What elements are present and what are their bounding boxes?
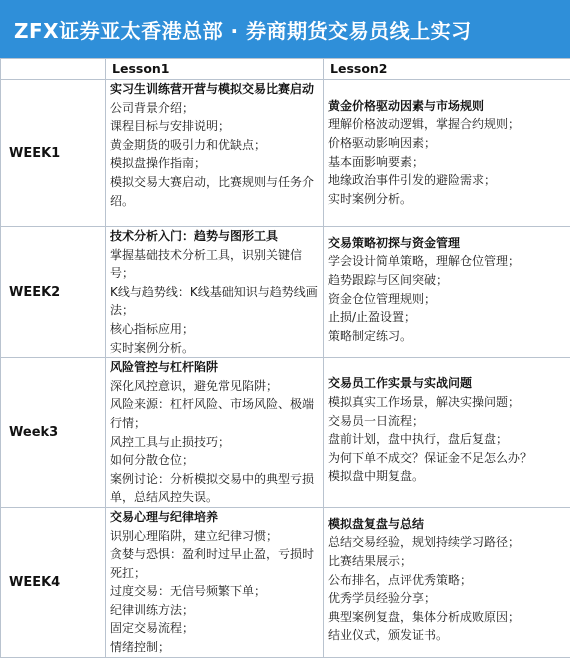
lesson1-item: 风险来源：杠杆风险、市场风险、极端行情； bbox=[110, 395, 319, 432]
lesson1-item: 公司背景介绍； bbox=[110, 99, 319, 118]
lesson1-item: 风控工具与止损技巧； bbox=[110, 433, 319, 452]
lesson2-content-wrap bbox=[328, 515, 566, 645]
lesson2-item: 地缘政治事件引发的避险需求； bbox=[328, 171, 566, 190]
table-row bbox=[1, 227, 570, 358]
lesson1-content bbox=[110, 227, 319, 357]
lesson1-item: 黄金期货的吸引力和优缺点； bbox=[110, 136, 319, 155]
header-lesson1: Lesson1 bbox=[106, 59, 324, 80]
lesson1-content-wrap bbox=[110, 227, 319, 357]
lesson2-cell bbox=[324, 507, 570, 657]
week-label: WEEK1 bbox=[1, 80, 106, 227]
lesson2-item: 模拟真实工作场景，解决实操问题； bbox=[328, 393, 566, 412]
table-header-row bbox=[1, 59, 570, 80]
lesson1-item: 模拟交易大赛启动，比赛规则与任务介绍。 bbox=[110, 173, 319, 210]
lesson2-item: 基本面影响要素； bbox=[328, 153, 566, 172]
lesson2-item: 策略制定练习。 bbox=[328, 327, 566, 346]
lesson1-item: 贪婪与恐惧：盈利时过早止盈，亏损时死扛； bbox=[110, 545, 319, 582]
lesson2-item: 资金仓位管理规则； bbox=[328, 290, 566, 309]
lesson2-item: 理解价格波动逻辑，掌握合约规则； bbox=[328, 115, 566, 134]
lesson2-item: 比赛结果展示； bbox=[328, 552, 566, 571]
lesson2-item: 模拟盘中期复盘。 bbox=[328, 467, 566, 486]
table-row bbox=[1, 507, 570, 657]
lesson1-cell bbox=[106, 507, 324, 657]
lesson1-item: 深化风控意识，避免常见陷阱； bbox=[110, 377, 319, 396]
header-lesson2: Lesson2 bbox=[324, 59, 570, 80]
lesson2-item: 价格驱动影响因素； bbox=[328, 134, 566, 153]
lesson2-item: 趋势跟踪与区间突破； bbox=[328, 271, 566, 290]
lesson1-item: 固定交易流程； bbox=[110, 619, 319, 638]
lesson1-content bbox=[110, 358, 319, 507]
lesson1-item: 情绪控制； bbox=[110, 638, 319, 657]
lesson2-title: 交易策略初探与资金管理 bbox=[328, 234, 566, 253]
lesson2-cell bbox=[324, 358, 570, 508]
lesson2-item: 公布排名，点评优秀策略； bbox=[328, 571, 566, 590]
lesson2-title: 黄金价格驱动因素与市场规则 bbox=[328, 97, 566, 116]
lesson2-content bbox=[328, 227, 566, 352]
lesson1-cell bbox=[106, 80, 324, 227]
lesson2-title: 模拟盘复盘与总结 bbox=[328, 515, 566, 534]
lesson2-item: 典型案例复盘，集体分析成败原因； bbox=[328, 608, 566, 627]
lesson2-cell bbox=[324, 80, 570, 227]
lesson2-content bbox=[328, 358, 566, 502]
lesson2-item: 学会设计简单策略，理解仓位管理； bbox=[328, 252, 566, 271]
week-label: WEEK4 bbox=[1, 507, 106, 657]
lesson1-title: 风险管控与杠杆陷阱 bbox=[110, 358, 319, 377]
schedule-body bbox=[1, 80, 570, 658]
lesson2-cell bbox=[324, 227, 570, 358]
lesson1-title: 交易心理与纪律培养 bbox=[110, 508, 319, 527]
lesson2-content bbox=[328, 508, 566, 652]
lesson1-item: 实时案例分析。 bbox=[110, 339, 319, 358]
lesson2-item: 止损/止盈设置； bbox=[328, 308, 566, 327]
lesson2-item: 盘前计划，盘中执行，盘后复盘； bbox=[328, 430, 566, 449]
schedule-table bbox=[0, 58, 570, 658]
table-row bbox=[1, 358, 570, 508]
lesson2-content-wrap bbox=[328, 234, 566, 346]
lesson1-content bbox=[110, 508, 319, 657]
lesson1-item: 识别心理陷阱，建立纪律习惯； bbox=[110, 527, 319, 546]
lesson1-cell bbox=[106, 227, 324, 358]
lesson2-item: 总结交易经验，规划持续学习路径； bbox=[328, 533, 566, 552]
lesson2-title: 交易员工作实景与实战问题 bbox=[328, 374, 566, 393]
lesson1-item: 纪律训练方法； bbox=[110, 601, 319, 620]
lesson2-item: 为何下单不成交？保证金不足怎么办？ bbox=[328, 449, 566, 468]
lesson1-item: 模拟盘操作指南； bbox=[110, 154, 319, 173]
week-label: Week3 bbox=[1, 358, 106, 508]
lesson2-content bbox=[328, 80, 566, 225]
lesson1-item: 核心指标应用； bbox=[110, 320, 319, 339]
lesson1-item: 课程目标与安排说明； bbox=[110, 117, 319, 136]
lesson2-content-wrap bbox=[328, 374, 566, 486]
lesson1-item: K线与趋势线：K线基础知识与趋势线画法； bbox=[110, 283, 319, 320]
lesson1-item: 过度交易：无信号频繁下单； bbox=[110, 582, 319, 601]
lesson2-item: 优秀学员经验分享； bbox=[328, 589, 566, 608]
lesson2-item: 结业仪式，颁发证书。 bbox=[328, 626, 566, 645]
lesson1-item: 案例讨论：分析模拟交易中的典型亏损单，总结风控失误。 bbox=[110, 470, 319, 507]
lesson1-title: 实习生训练营开营与模拟交易比赛启动 bbox=[110, 80, 319, 99]
header-week bbox=[1, 59, 106, 80]
lesson2-item: 交易员一日流程； bbox=[328, 412, 566, 431]
page-title: ZFX证券亚太香港总部 · 券商期货交易员线上实习 bbox=[0, 0, 570, 58]
lesson2-content-wrap bbox=[328, 97, 566, 209]
lesson1-content-wrap bbox=[110, 358, 319, 507]
lesson1-cell bbox=[106, 358, 324, 508]
week-label: WEEK2 bbox=[1, 227, 106, 358]
lesson2-item: 实时案例分析。 bbox=[328, 190, 566, 209]
lesson1-item: 如何分散仓位； bbox=[110, 451, 319, 470]
lesson1-content-wrap bbox=[110, 80, 319, 210]
lesson1-title: 技术分析入门：趋势与图形工具 bbox=[110, 227, 319, 246]
lesson1-item: 掌握基础技术分析工具，识别关键信号； bbox=[110, 246, 319, 283]
table-row bbox=[1, 80, 570, 227]
lesson1-content bbox=[110, 80, 319, 210]
lesson1-content-wrap bbox=[110, 508, 319, 657]
